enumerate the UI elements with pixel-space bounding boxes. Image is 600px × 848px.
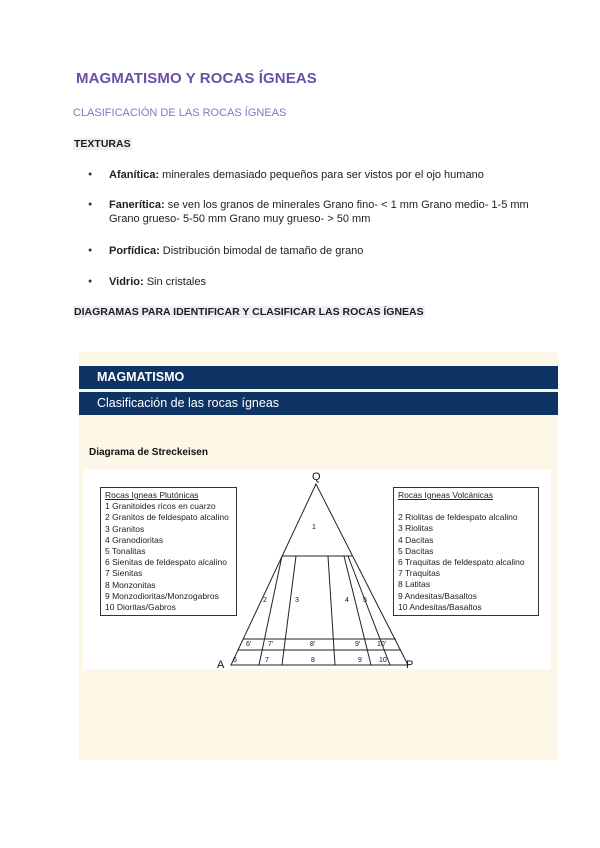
legend-title: Rocas Igneas Plutónicas [105, 490, 199, 500]
term-description: Distribución bimodal de tamaño de grano [159, 245, 364, 257]
legend-item: 8 Latitas [398, 579, 431, 590]
legend-item: 2 Granitos de feldespato alcalino [105, 512, 229, 523]
region-8p: 8' [310, 641, 316, 648]
figure-header-bar: MAGMATISMO [79, 366, 558, 389]
plutonic-legend [100, 487, 237, 616]
legend-item: 4 Granodioritas [105, 534, 164, 545]
term-label: Fanerítica: [109, 199, 165, 211]
term-description-cont: Grano grueso- 5-50 mm Grano muy grueso- > 50 mm [109, 213, 371, 225]
vertex-p: P [406, 659, 414, 669]
div-95 [348, 556, 390, 665]
vertex-q: Q [312, 471, 321, 483]
legend-item: 6 Traquitas de feldespato alcalino [398, 557, 525, 568]
legend-item: 8 Monzonitas [105, 579, 156, 590]
legend-item: 5 Tonalitas [105, 546, 146, 557]
div-35 [282, 556, 296, 665]
streckeisen-diagram [83, 469, 551, 669]
legend-item: 6 Sienitas de feldespato alcalino [105, 557, 227, 568]
legend-item: 3 Granitos [105, 523, 145, 534]
page-subtitle: CLASIFICACIÓN DE LAS ROCAS ÍGNEAS [73, 107, 287, 119]
list-item-afanitica [88, 168, 484, 182]
div-90 [344, 556, 371, 665]
region-9: 9 [358, 657, 362, 664]
region-4: 4 [345, 597, 349, 604]
region-2: 2 [263, 597, 267, 604]
term-description: se ven los granos de minerales Grano fino- < 1 mm Grano medio- 1-5 mm [164, 199, 529, 211]
region-8: 8 [311, 657, 315, 664]
list-item-vidrio [88, 275, 206, 289]
vertex-a: A [217, 659, 225, 669]
legend-item: 3 Riolitas [398, 523, 433, 534]
region-7p: 7' [268, 641, 274, 648]
term-label: Porfídica: [109, 245, 160, 257]
triangle-outline [231, 484, 408, 665]
volcanic-legend [393, 487, 539, 616]
legend-item: 10 Dioritas/Gabros [105, 602, 176, 613]
streckeisen-figure [79, 352, 558, 760]
term-label: Afanítica: [109, 169, 160, 181]
legend-item: 9 Monzodioritas/Monzogabros [105, 590, 219, 601]
div-10 [259, 556, 282, 665]
region-1: 1 [312, 524, 316, 531]
list-item-porfidica [88, 244, 363, 258]
region-6: 6 [233, 657, 237, 664]
section-heading-texturas: TEXTURAS [74, 138, 131, 150]
legend-item: 4 Dacitas [398, 534, 434, 545]
region-10: 10 [379, 657, 387, 664]
figure-label: Diagrama de Streckeisen [89, 447, 208, 458]
page-title: MAGMATISMO Y ROCAS ÍGNEAS [76, 70, 317, 87]
legend-item: 9 Andesitas/Basaltos [398, 590, 477, 601]
legend-item: 10 Andesitas/Basaltos [398, 601, 482, 612]
region-9p: 9' [355, 641, 361, 648]
legend-title: Rocas Igneas Volcánicas [398, 490, 493, 500]
region-7: 7 [265, 657, 269, 664]
region-5: 5 [363, 597, 367, 604]
term-description: Sin cristales [143, 276, 206, 288]
legend-item: 5 Dacitas [398, 545, 434, 556]
legend-item: 2 Riolitas de feldespato alcalino [398, 512, 518, 523]
figure-subheader-bar: Clasificación de las rocas ígneas [79, 392, 558, 415]
legend-item: 1 Granitoides ricos en cuarzo [105, 501, 216, 512]
section-heading-diagramas: DIAGRAMAS PARA IDENTIFICAR Y CLASIFICAR LAS ROCAS ÍGNEAS [74, 306, 424, 318]
legend-item: 7 Sienitas [105, 568, 143, 579]
legend-item: 7 Traquitas [398, 568, 441, 579]
term-description: minerales demasiado pequeños para ser vistos por el ojo humano [159, 169, 484, 181]
region-10p: 10' [377, 641, 387, 648]
term-label: Vidrio: [109, 276, 144, 288]
region-6p: 6' [246, 641, 252, 648]
div-65 [328, 556, 335, 665]
list-item-faneritica [88, 198, 529, 226]
region-3: 3 [295, 597, 299, 604]
